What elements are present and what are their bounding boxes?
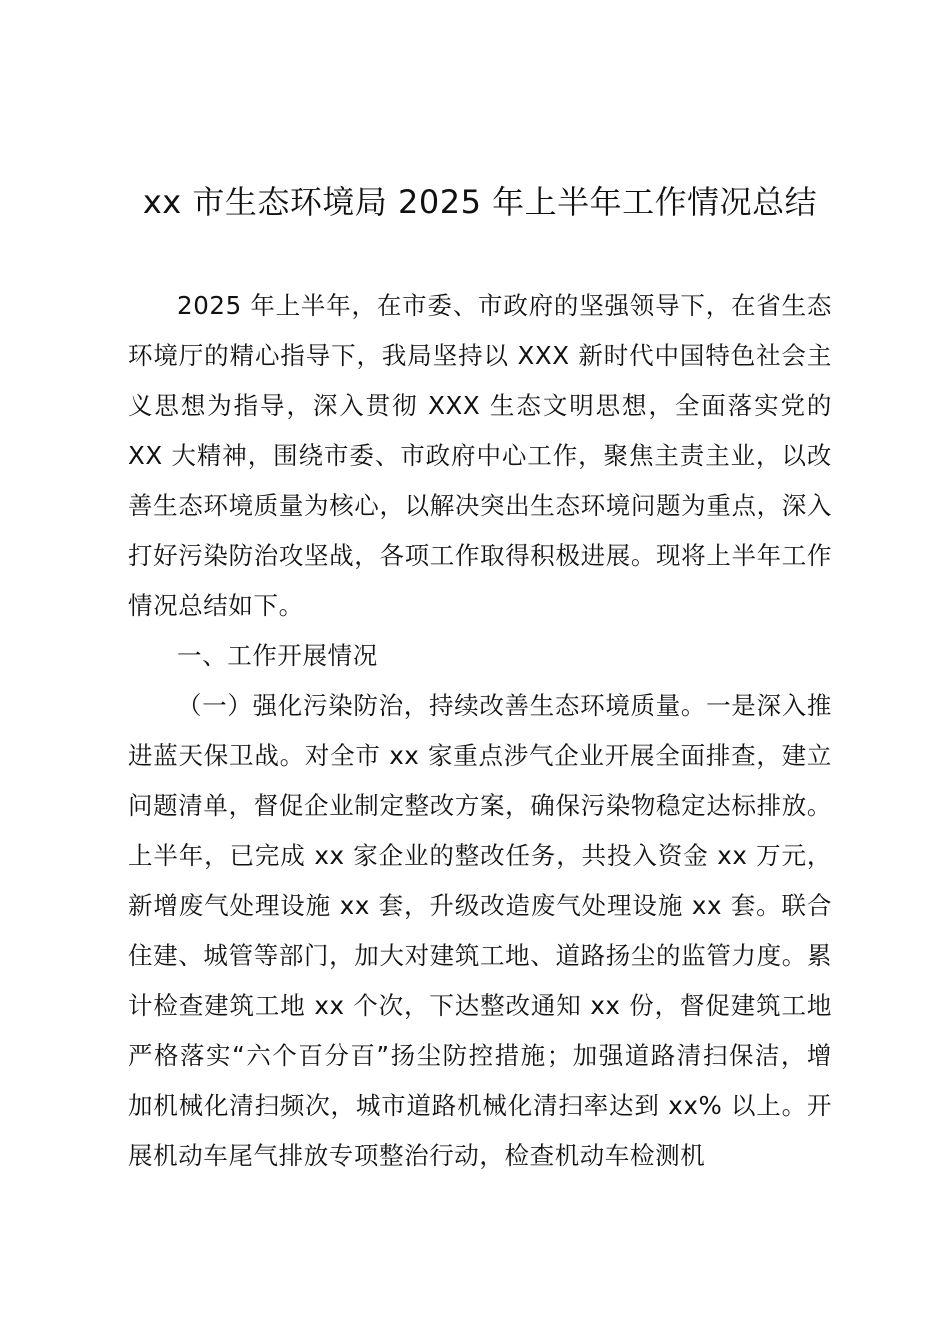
- section-heading-work-progress: 一、工作开展情况: [177, 641, 378, 670]
- intro-paragraph: 2025 年上半年，在市委、市政府的坚强领导下，在省生态环境厅的精心指导下，我局坚持以 XXX 新时代中国特色社会主义思想为指导，深入贯彻 XXX 生态文明思想，全面落实党的 XX 大精神，围绕市委、市政府中心工作，聚焦主责主业，以改善生态环境质量为核心，以解决突出生态环境问题为重点，深入打好污染防治攻坚战，各项工作取得积极进展。现将上半年工作情况总结如下。: [128, 291, 832, 620]
- section-paragraph-pollution-control: （一）强化污染防治，持续改善生态环境质量。一是深入推进蓝天保卫战。对全市 xx 家重点涉气企业开展全面排查，建立问题清单，督促企业制定整改方案，确保污染物稳定达标排放。上半年，已完成 xx 家企业的整改任务，共投入资金 xx 万元，新增废气处理设施 xx 套，升级改造废气处理设施 xx 套。联合住建、城管等部门，加大对建筑工地、道路扬尘的监管力度。累计检查建筑工地 xx 个次，下达整改通知 xx 份，督促建筑工地严格落实“六个百分百”扬尘防控措施；加强道路清扫保洁，增加机械化清扫频次，城市道路机械化清扫率达到 xx% 以上。开展机动车尾气排放专项整治行动，检查机动车检测机: [128, 691, 832, 1170]
- document-body: [128, 281, 832, 1181]
- document-title: xx 市生态环境局 2025 年上半年工作情况总结: [142, 183, 818, 221]
